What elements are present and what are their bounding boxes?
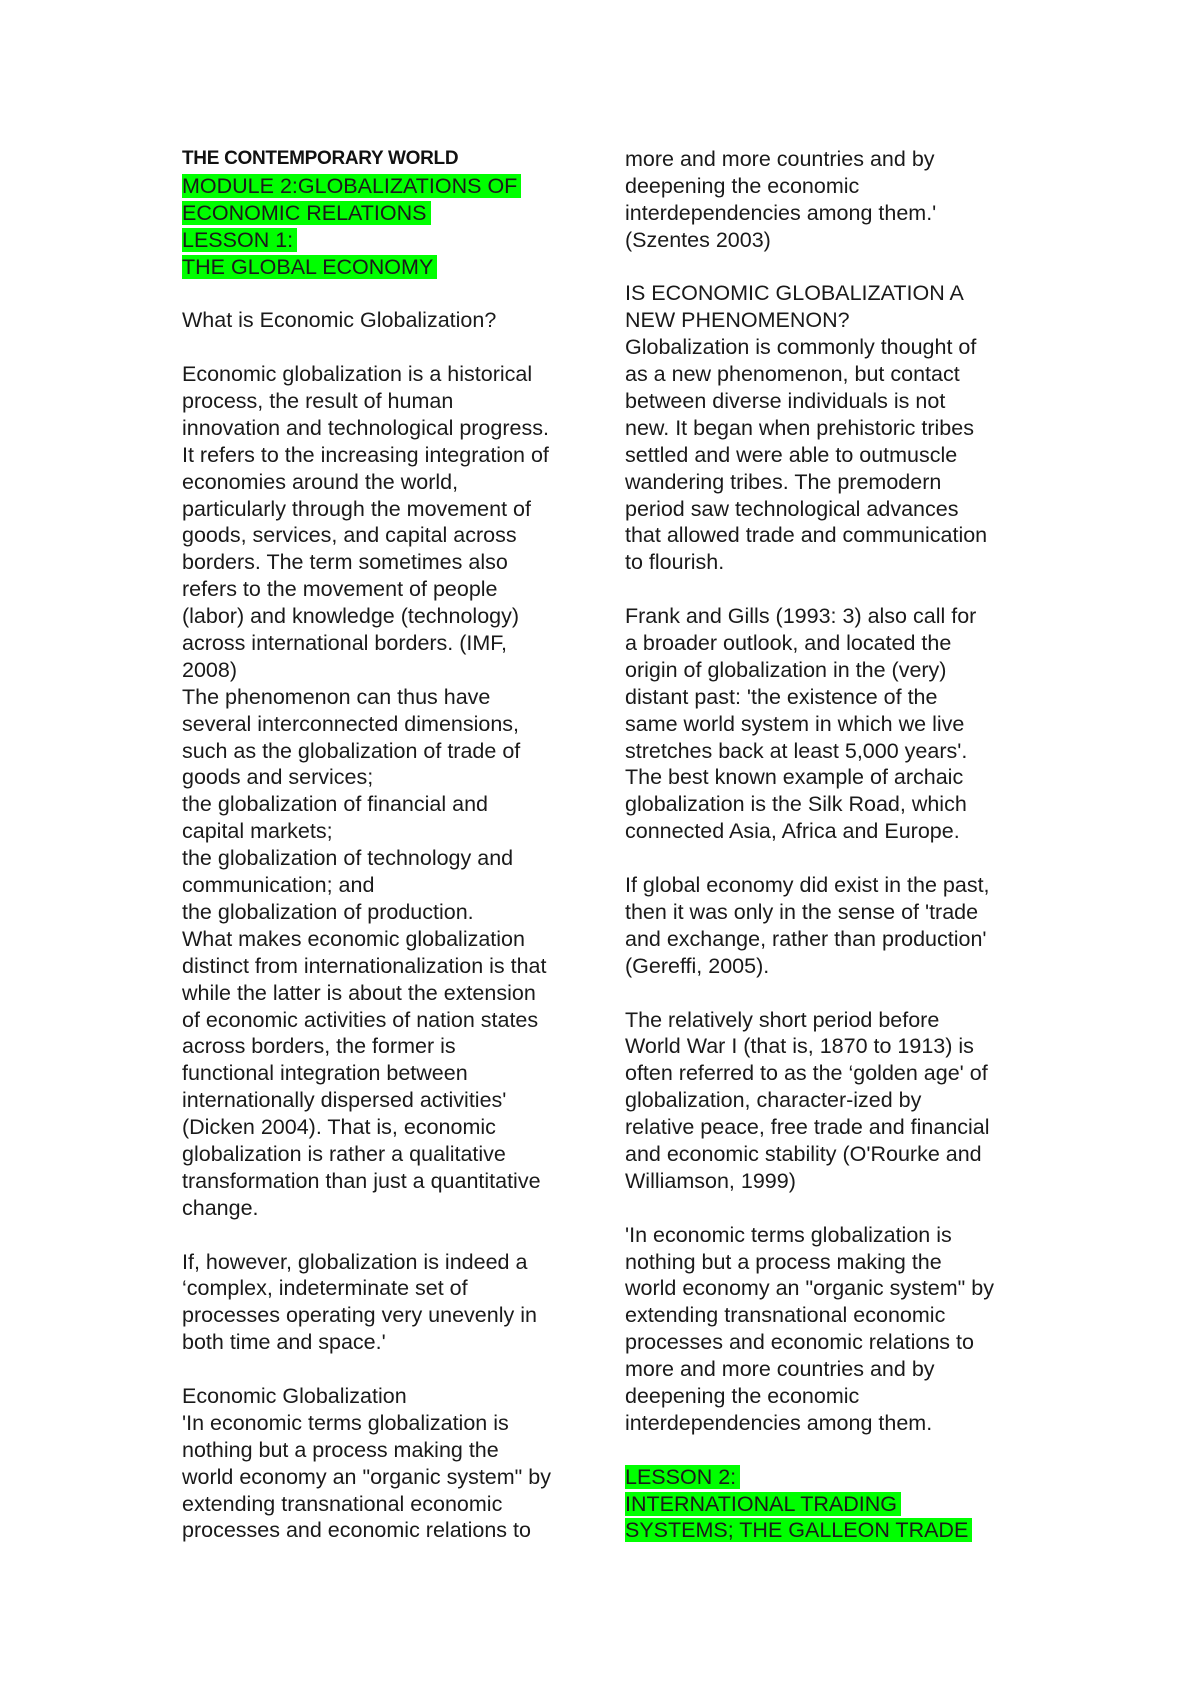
text-line: globalization is the Silk Road, which bbox=[625, 792, 967, 817]
paragraph-new-phenomenon bbox=[625, 280, 1045, 576]
text-line: change. bbox=[182, 1195, 259, 1220]
text-line: processes and economic relations to bbox=[625, 1330, 974, 1355]
text-line: deepening the economic bbox=[625, 173, 860, 198]
text-line: the globalization of production. bbox=[182, 899, 474, 924]
paragraph-frank-and-gills bbox=[625, 603, 1045, 845]
text-line: several interconnected dimensions, bbox=[182, 711, 520, 736]
text-line: across borders, the former is bbox=[182, 1034, 456, 1059]
text-line: distinct from internationalization is that bbox=[182, 953, 547, 978]
lesson-title: SYSTEMS; THE GALLEON TRADE bbox=[625, 1518, 972, 1542]
paragraph-organic-system-quote bbox=[625, 1222, 1045, 1437]
text-line: to flourish. bbox=[625, 550, 725, 575]
text-line: (Dicken 2004). That is, economic bbox=[182, 1115, 496, 1140]
text-line: same world system in which we live bbox=[625, 711, 965, 736]
module-heading-line: ECONOMIC RELATIONS bbox=[182, 201, 431, 225]
document-title: THE CONTEMPORARY WORLD bbox=[182, 148, 459, 169]
text-line: new. It began when prehistoric tribes bbox=[625, 415, 974, 440]
lesson-label: LESSON 2: bbox=[625, 1465, 740, 1489]
paragraph-golden-age bbox=[625, 1007, 1045, 1195]
text-line: transformation than just a quantitative bbox=[182, 1168, 541, 1193]
text-line: both time and space.' bbox=[182, 1330, 386, 1355]
text-line: World War I (that is, 1870 to 1913) is bbox=[625, 1034, 974, 1059]
text-line: Globalization is commonly thought of bbox=[625, 335, 977, 360]
text-line: Williamson, 1999) bbox=[625, 1168, 796, 1193]
text-line: the globalization of technology and bbox=[182, 846, 514, 871]
text-line: particularly through the movement of bbox=[182, 496, 531, 521]
text-line: innovation and technological progress. bbox=[182, 415, 549, 440]
text-line: deepening the economic bbox=[625, 1383, 860, 1408]
text-line: internationally dispersed activities' bbox=[182, 1088, 507, 1113]
text-line: Economic globalization is a historical bbox=[182, 362, 533, 387]
text-line: nothing but a process making the bbox=[625, 1249, 942, 1274]
text-line: then it was only in the sense of 'trade bbox=[625, 899, 979, 924]
text-line: more and more countries and by bbox=[625, 1357, 935, 1382]
module-heading bbox=[182, 173, 592, 281]
text-line: of economic activities of nation states bbox=[182, 1007, 539, 1032]
text-line: capital markets; bbox=[182, 819, 333, 844]
text-line: It refers to the increasing integration of bbox=[182, 442, 549, 467]
text-line: globalization is rather a qualitative bbox=[182, 1141, 506, 1166]
lesson-label: LESSON 1: bbox=[182, 228, 297, 252]
text-line: such as the globalization of trade of bbox=[182, 738, 521, 763]
text-line: the globalization of financial and bbox=[182, 792, 488, 817]
text-line: relative peace, free trade and financial bbox=[625, 1115, 990, 1140]
text-line: world economy an "organic system" by bbox=[182, 1464, 551, 1489]
text-line: as a new phenomenon, but contact bbox=[625, 362, 960, 387]
left-column bbox=[182, 146, 592, 1544]
text-line: What makes economic globalization bbox=[182, 926, 525, 951]
text-line: 2008) bbox=[182, 657, 237, 682]
section-heading: IS ECONOMIC GLOBALIZATION A bbox=[625, 281, 964, 306]
text-line: goods, services, and capital across bbox=[182, 523, 517, 548]
text-line: Frank and Gills (1993: 3) also call for bbox=[625, 604, 977, 629]
text-line: and economic stability (O'Rourke and bbox=[625, 1141, 982, 1166]
text-line: a broader outlook, and located the bbox=[625, 631, 952, 656]
text-line: refers to the movement of people bbox=[182, 577, 498, 602]
text-line: The best known example of archaic bbox=[625, 765, 964, 790]
text-line: between diverse individuals is not bbox=[625, 389, 946, 414]
text-line: wandering tribes. The premodern bbox=[625, 469, 942, 494]
text-line: (Szentes 2003) bbox=[625, 227, 771, 252]
paragraph-definition bbox=[182, 361, 592, 1222]
text-line: borders. The term sometimes also bbox=[182, 550, 508, 575]
text-line: stretches back at least 5,000 years'. bbox=[625, 738, 968, 763]
text-line: extending transnational economic bbox=[182, 1491, 503, 1516]
text-line: communication; and bbox=[182, 873, 375, 898]
text-line: (labor) and knowledge (technology) bbox=[182, 604, 520, 629]
text-line: processes operating very unevenly in bbox=[182, 1303, 537, 1328]
text-line: distant past: 'the existence of the bbox=[625, 684, 938, 709]
text-line: interdependencies among them. bbox=[625, 1410, 933, 1435]
text-line: origin of globalization in the (very) bbox=[625, 657, 947, 682]
text-line: 'In economic terms globalization is bbox=[625, 1222, 952, 1247]
text-line: nothing but a process making the bbox=[182, 1437, 499, 1462]
text-line: 'In economic terms globalization is bbox=[182, 1410, 509, 1435]
text-line: processes and economic relations to bbox=[182, 1518, 531, 1543]
paragraph-complex-processes bbox=[182, 1249, 592, 1357]
text-line: interdependencies among them.' bbox=[625, 200, 937, 225]
section-heading: NEW PHENOMENON? bbox=[625, 308, 850, 333]
text-line: ‘complex, indeterminate set of bbox=[182, 1276, 468, 1301]
text-line: globalization, character-ized by bbox=[625, 1088, 922, 1113]
text-line: connected Asia, Africa and Europe. bbox=[625, 819, 960, 844]
paragraph-szentes-continued bbox=[625, 146, 1045, 254]
text-line: economies around the world, bbox=[182, 469, 459, 494]
module-heading-line: MODULE 2:GLOBALIZATIONS OF bbox=[182, 174, 521, 198]
text-line: while the latter is about the extension bbox=[182, 980, 536, 1005]
lesson-title: INTERNATIONAL TRADING bbox=[625, 1492, 901, 1516]
text-line: more and more countries and by bbox=[625, 147, 935, 171]
text-line: (Gereffi, 2005). bbox=[625, 953, 770, 978]
text-line: goods and services; bbox=[182, 765, 374, 790]
text-line: often referred to as the ‘golden age' of bbox=[625, 1061, 988, 1086]
text-line: The phenomenon can thus have bbox=[182, 684, 491, 709]
paragraph-gereffi bbox=[625, 872, 1045, 980]
text-line: and exchange, rather than production' bbox=[625, 926, 987, 951]
text-line: process, the result of human bbox=[182, 389, 454, 414]
text-line: If, however, globalization is indeed a bbox=[182, 1249, 528, 1274]
lesson-2-heading bbox=[625, 1464, 1045, 1545]
paragraph-economic-globalization-quote bbox=[182, 1383, 592, 1544]
text-line: If global economy did exist in the past, bbox=[625, 873, 990, 898]
text-line: extending transnational economic bbox=[625, 1303, 946, 1328]
section-question: What is Economic Globalization? bbox=[182, 308, 497, 333]
text-line: that allowed trade and communication bbox=[625, 523, 988, 548]
lesson-title: THE GLOBAL ECONOMY bbox=[182, 255, 437, 279]
right-column bbox=[625, 146, 1045, 1544]
text-line: world economy an "organic system" by bbox=[625, 1276, 994, 1301]
text-line: period saw technological advances bbox=[625, 496, 959, 521]
text-line: functional integration between bbox=[182, 1061, 468, 1086]
text-line: The relatively short period before bbox=[625, 1007, 940, 1032]
text-line: across international borders. (IMF, bbox=[182, 631, 508, 656]
text-line: settled and were able to outmuscle bbox=[625, 442, 958, 467]
text-line: Economic Globalization bbox=[182, 1383, 407, 1408]
